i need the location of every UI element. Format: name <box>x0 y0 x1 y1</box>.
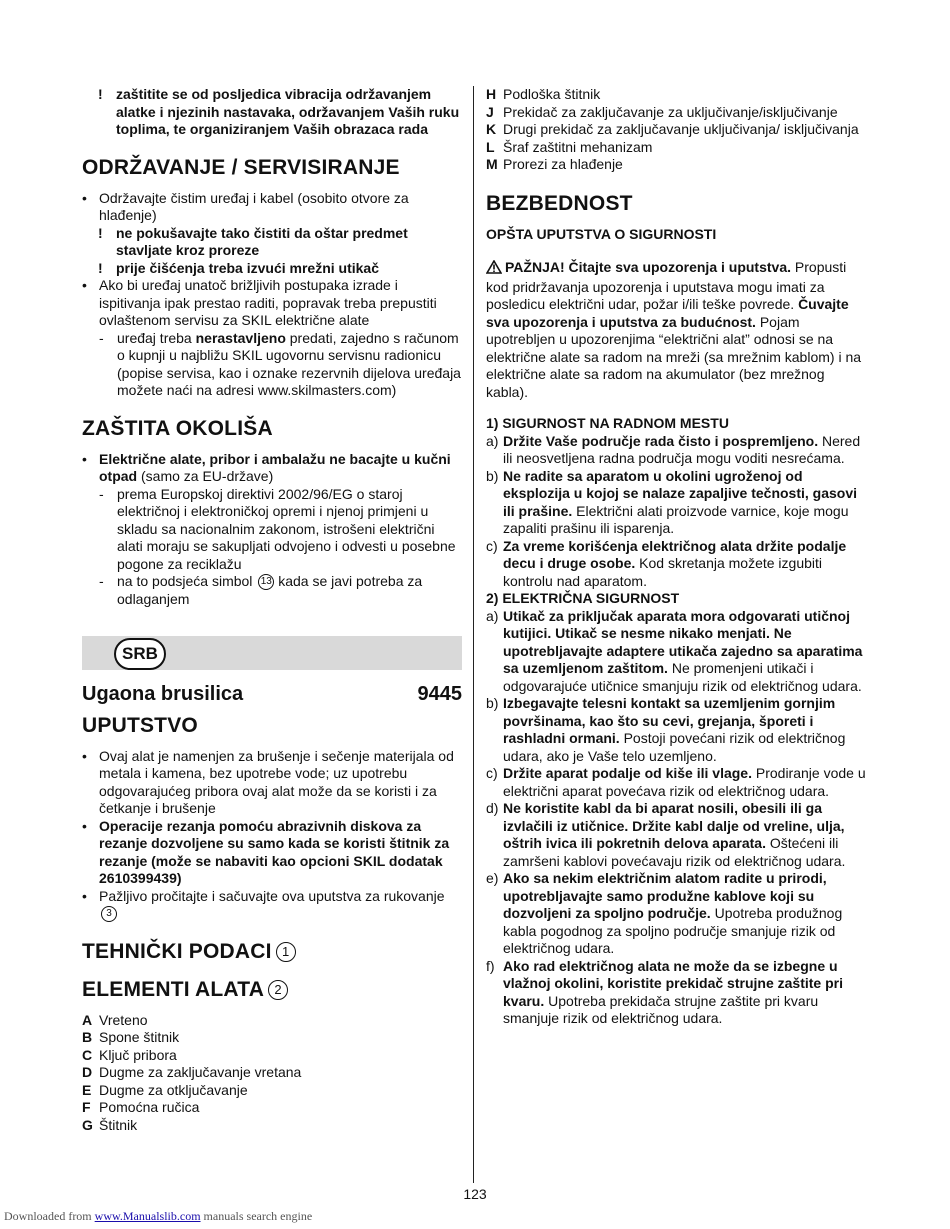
maintenance-warning-1: ! ne pokušavajte tako čistiti da oštar predmet stavljate kroz proreze <box>98 224 408 258</box>
item-text: Nered ili neosvetljena radna područja mogu voditi nesrećama. <box>503 432 861 466</box>
environment-dash-2: - na to podsjeća simbol 13 kada se javi potreba za odlaganjem <box>99 573 423 607</box>
tool-element-d <box>82 1064 462 1082</box>
tool-element-j <box>486 104 866 122</box>
symbol-1-icon: 1 <box>276 942 296 962</box>
item-body <box>503 608 866 696</box>
item-bold: Ako sa nekim električnim alatom radite u prirodi, upotrebljavajte samo produžne kablove koji su dozvoljeni za spoljno područje. <box>503 870 827 921</box>
tech-data-heading: TEHNIČKI PODACI 1 <box>82 940 462 964</box>
item-body <box>503 538 866 591</box>
uputstvo-heading: UPUTSTVO <box>82 713 198 737</box>
bullet-dot: • <box>82 189 87 206</box>
electrical-safety-item-3 <box>486 800 866 870</box>
item-body <box>503 468 866 538</box>
legend-key: B <box>82 1029 93 1045</box>
language-band <box>82 636 462 670</box>
environment-heading: ZAŠTITA OKOLIŠA <box>82 416 273 440</box>
product-title-row <box>82 683 462 705</box>
legend-key: E <box>82 1081 92 1098</box>
workplace-safety-item-1 <box>486 468 866 538</box>
warning-triangle-icon <box>486 260 502 279</box>
uputstvo-bullet-1: • Ovaj alat je namenjen za brušenje i sečenje materijala od metala i kamena, bez upotrebe vode; uz upotrebu odgovarajućeg pribora ovaj alat može da se koristi i za četkanje i brušenje <box>82 747 454 816</box>
symbol-3-icon: 3 <box>101 906 117 922</box>
safety-heading: BEZBEDNOST <box>486 191 633 215</box>
legend-key: J <box>486 103 494 120</box>
item-body <box>503 958 866 1028</box>
item-body <box>503 800 866 870</box>
vibration-warning-text: zaštitite se od posljedica vibracija održavanjem alatke i njezinih nastavaka, održavanjem Vaših ruku toplima, te organiziranjem Vaših obrazaca rada <box>116 86 460 137</box>
uputstvo-bullet-3: • Pažljivo pročitajte i sačuvajte ova uputstva za rukovanje 3 <box>82 888 462 923</box>
maintenance-heading: ODRŽAVANJE / SERVISIRANJE <box>82 155 400 179</box>
item-bold: Ne koristite kabl da bi aparat nosili, obesili ili ga izvlačili iz utičnice. Držite kabl dalje od vreline, ulja, oštrih ivica ili pokretnih delova aparata. <box>503 800 845 851</box>
item-body <box>503 433 866 468</box>
tool-element-m <box>486 156 866 174</box>
tool-element-c <box>82 1047 462 1065</box>
general-safety-heading: OPŠTA UPUTSTVA O SIGURNOSTI <box>486 225 717 242</box>
item-text: Ne promenjeni utikači i odgovarajuće utičnice smanjuju rizik od električnog udara. <box>503 660 862 694</box>
item-marker: c) <box>486 537 498 554</box>
maintenance-warning-2: ! prije čišćenja treba izvući mrežni utikač <box>98 259 379 276</box>
vibration-warning <box>82 86 462 139</box>
item-marker: e) <box>486 870 499 886</box>
legend-key: G <box>82 1116 93 1133</box>
item-marker: d) <box>486 800 499 816</box>
tool-element-l <box>486 139 866 157</box>
workplace-safety-item-2 <box>486 538 866 591</box>
item-marker: a) <box>486 432 499 449</box>
legend-key: K <box>486 121 497 137</box>
uputstvo-bullet-2: • Operacije rezanja pomoću abrazivnih diskova za rezanje dozvoljene su samo kada se koristi štitnik za rezanje (može se nabaviti kao opcioni SKIL dodatak 2610399439) <box>82 817 450 886</box>
tool-elements-list <box>82 1012 462 1135</box>
symbol-13-icon: 13 <box>258 574 274 590</box>
legend-key: M <box>486 156 498 172</box>
right-column <box>486 86 866 1028</box>
maintenance-dash-1: - uređaj treba nerastavljeno predati, zajedno s računom o kupnji u najbližu SKIL ugovornu servisnu radionicu (popise servisa, kao i oznake rezervnih dijelova uređaja možete naći na adresi www.skilmasters.com) <box>99 329 461 398</box>
electrical-safety-item-5 <box>486 958 866 1028</box>
column-divider <box>473 86 474 1183</box>
model-number: 9445 <box>417 683 462 705</box>
legend-value: Dugme za otključavanje <box>99 1081 248 1098</box>
tool-element-k <box>486 121 866 139</box>
item-marker: a) <box>486 607 499 624</box>
legend-key: L <box>486 138 495 155</box>
item-body <box>503 765 866 800</box>
tool-element-a <box>82 1012 462 1030</box>
legend-value: Šraf zaštitni mehanizam <box>503 138 653 155</box>
item-marker: f) <box>486 957 495 974</box>
legend-key: F <box>82 1099 91 1115</box>
item-bold: Za vreme korišćenja električnog alata držite podalje decu i druge osobe. <box>503 537 847 571</box>
item-text: Prodiranje vode u električni aparat povećava rizik od električnog udara. <box>503 765 866 799</box>
electrical-safety-heading: 2) ELEKTRIČNA SIGURNOST <box>486 590 680 606</box>
legend-value: Štitnik <box>99 1116 138 1133</box>
legend-value: Prekidač za zaključavanje za uključivanje/isključivanje <box>503 103 838 120</box>
tool-element-h <box>486 86 866 104</box>
electrical-safety-item-1 <box>486 695 866 765</box>
legend-value: Dugme za zaključavanje vretana <box>99 1064 302 1080</box>
item-bold: Utikač za priključak aparata mora odgovarati utičnoj kutijici. Utikač se nesme nikako menjati. Ne upotrebljavajte adaptere utikača zajedno sa aparatima sa uzemljenom zaštitom. <box>503 607 863 676</box>
legend-key: H <box>486 86 497 102</box>
product-name: Ugaona brusilica <box>82 683 244 705</box>
tool-elements-list-continued <box>486 86 866 174</box>
legend-value: Prorezi za hlađenje <box>503 156 623 172</box>
page-number: 123 <box>463 1186 487 1202</box>
tool-element-f <box>82 1099 462 1117</box>
workplace-safety-heading: 1) SIGURNOST NA RADNOM MESTU <box>486 415 729 431</box>
item-text: Upotreba produžnog kabla pogodnog za spoljno područje smanjuje rizik od električnog udara. <box>503 905 843 956</box>
maintenance-bullet-1: • Održavajte čistim uređaj i kabel (osobito otvore za hlađenje) <box>82 189 409 223</box>
workplace-safety-item-0 <box>486 433 866 468</box>
tool-element-b <box>82 1029 462 1047</box>
maintenance-bullet-2: • Ako bi uređaj unatoč brižljivih postupaka izrade i ispitivanja ipak prestao raditi, popravak treba prepustiti ovlaštenom servisu za SKIL električne alate <box>82 277 437 328</box>
left-column <box>82 86 462 1134</box>
electrical-safety-item-2 <box>486 765 866 800</box>
workplace-safety-list <box>486 433 866 591</box>
language-badge: SRB <box>114 638 166 670</box>
electrical-safety-item-4 <box>486 870 866 958</box>
item-bold: Držite Vaše područje rada čisto i pospremljeno. <box>503 432 819 449</box>
item-marker: c) <box>486 765 498 781</box>
environment-bullet-1: • Električne alate, pribor i ambalažu ne bacajte u kučni otpad (samo za EU-države) <box>82 450 451 484</box>
electrical-safety-item-0 <box>486 608 866 696</box>
item-bold: Izbegavajte telesni kontakt sa uzemljenim gornjim površinama, kao što su cevi, grejanja, šporeti i rashladni ormani. <box>503 695 836 746</box>
legend-key: C <box>82 1046 93 1063</box>
general-warning: PAŽNJA! Čitajte sva upozorenja i uputstva. Propusti kod pridržavanja upozorenja i uputstava mogu imati za posledicu električni udar, požar i/ili teške povrede. Čuvajte sva upozorenja i uputstva za budućnost. Pojam upotrebljen u upozorenjima “električni alat” odnosi se na električne alate sa radom na mreži (sa mrežnim kablom) i na električne alate sa radom na akumulator (bez mrežnog kabla). <box>486 259 862 400</box>
item-marker: b) <box>486 695 499 711</box>
tool-element-e <box>82 1082 462 1100</box>
item-marker: b) <box>486 467 499 484</box>
legend-value: Drugi prekidač za zaključavanje uključivanja/ isključivanja <box>503 121 859 137</box>
exclamation-mark: ! <box>98 86 103 102</box>
item-text: Kod skretanja možete izgubiti kontrolu nad aparatom. <box>503 555 823 589</box>
legend-value: Ključ pribora <box>99 1046 177 1063</box>
legend-value: Podloška štitnik <box>503 86 601 102</box>
item-bold: Ne radite sa aparatom u okolini ugroženoj od eksplozija u kojoj se nalaze zapaljive tečnosti, gasovi ili prašine. <box>503 467 858 519</box>
item-body <box>503 870 866 958</box>
legend-key: D <box>82 1064 93 1080</box>
item-text: Električni alati proizvode varnice, koje mogu zapaliti prašinu ili isparenja. <box>503 502 849 536</box>
legend-value: Pomoćna ručica <box>99 1099 200 1115</box>
item-text: Oštećeni ili zamršeni kablovi povećavaju rizik od električnog udara. <box>503 835 846 869</box>
item-bold: Ako rad električnog alata ne može da se izbegne u vlažnoj okolini, koristite prekidač strujne zaštite pri kvaru. <box>503 957 843 1009</box>
tool-element-g <box>82 1117 462 1135</box>
item-body <box>503 695 866 765</box>
environment-dash-1: - prema Europskoj direktivi 2002/96/EG o staroj električnoj i elektroničkoj opremi i njenoj primjeni u skladu sa nacionalnim zakonom, istrošeni električni alati moraju se sakupljati odvojeno i odvesti u posebne pogone za reciklažu <box>99 485 456 572</box>
legend-value: Vreteno <box>99 1011 148 1028</box>
download-footer: Downloaded from www.Manualslib.com manuals search engine <box>4 1209 313 1223</box>
legend-value: Spone štitnik <box>99 1029 180 1045</box>
item-text: Postoji povećani rizik od električnog udara, ako je Vaše telo uzemljeno. <box>503 730 846 764</box>
legend-key: A <box>82 1011 93 1028</box>
item-bold: Držite aparat podalje od kiše ili vlage. <box>503 765 752 781</box>
symbol-2-icon: 2 <box>268 980 288 1000</box>
electrical-safety-list <box>486 608 866 1028</box>
tool-elements-heading: ELEMENTI ALATA 2 <box>82 978 462 1002</box>
manualslib-link[interactable]: www.Manualslib.com <box>94 1209 201 1223</box>
item-text: Upotreba prekidača strujne zaštite pri kvaru smanjuje rizik od električnog udara. <box>503 992 819 1026</box>
